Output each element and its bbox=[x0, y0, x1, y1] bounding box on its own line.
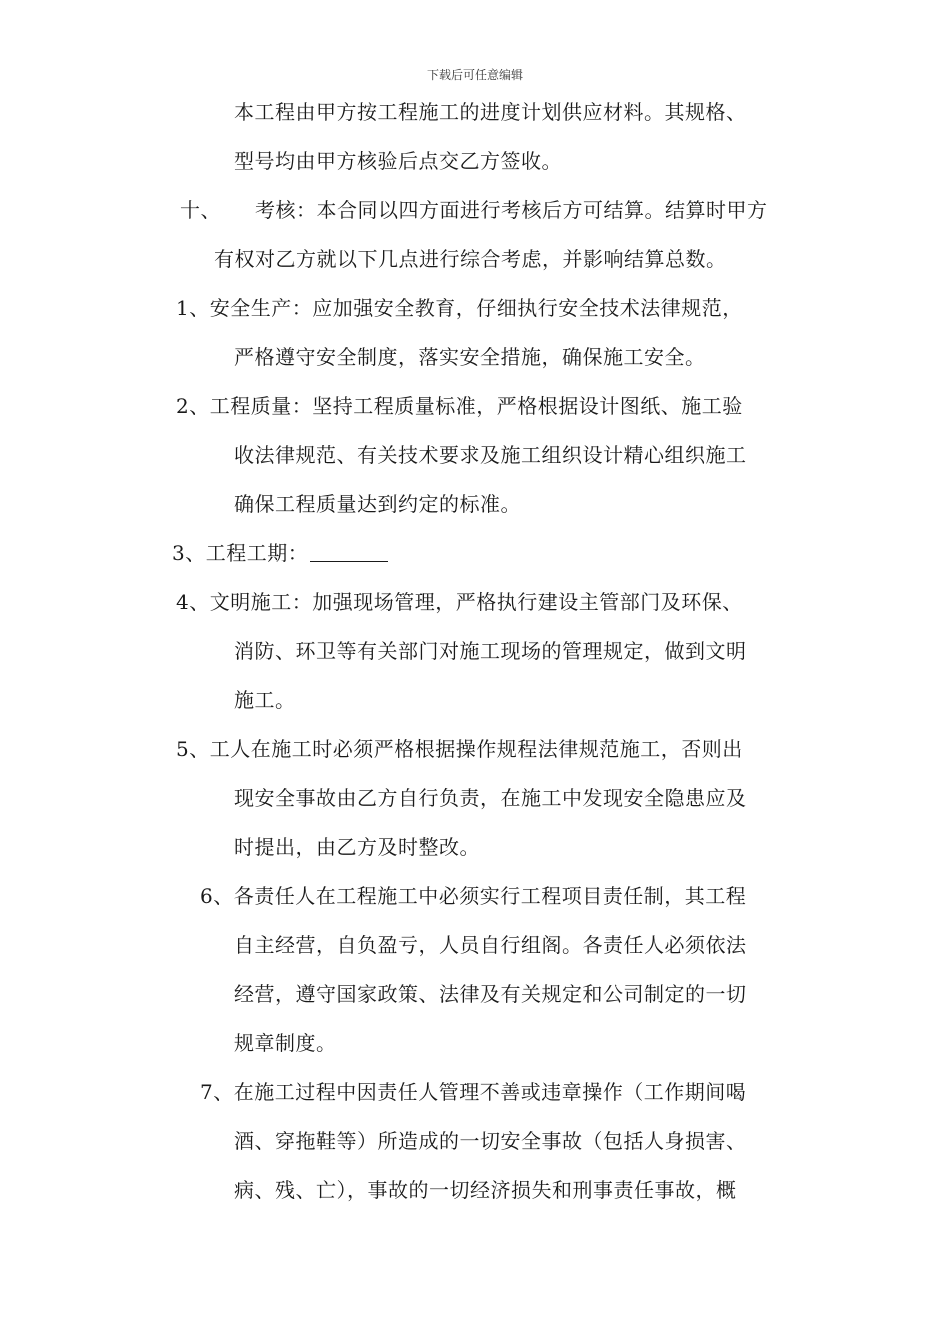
paragraph-line: 经营，遵守国家政策、法律及有关规定和公司制定的一切 bbox=[234, 982, 747, 1006]
paragraph-line: 有权对乙方就以下几点进行综合考虑，并影响结算总数。 bbox=[214, 247, 727, 271]
paragraph-line: 严格遵守安全制度，落实安全措施，确保施工安全。 bbox=[234, 345, 706, 369]
paragraph-line: 现安全事故由乙方自行负责，在施工中发现安全隐患应及 bbox=[234, 786, 747, 810]
paragraph-line: 消防、环卫等有关部门对施工现场的管理规定，做到文明 bbox=[234, 639, 747, 663]
paragraph-line: 型号均由甲方核验后点交乙方签收。 bbox=[234, 149, 562, 173]
list-item-4: 4、文明施工：加强现场管理，严格执行建设主管部门及环保、 bbox=[176, 590, 743, 614]
paragraph-line: 时提出，由乙方及时整改。 bbox=[234, 835, 480, 859]
paragraph-line: 规章制度。 bbox=[234, 1031, 337, 1055]
paragraph-line: 自主经营，自负盈亏，人员自行组阁。各责任人必须依法 bbox=[234, 933, 747, 957]
list-item-5: 5、工人在施工时必须严格根据操作规程法律规范施工，否则出 bbox=[176, 737, 743, 761]
paragraph-line: 确保工程质量达到约定的标准。 bbox=[234, 492, 521, 516]
schedule-blank bbox=[310, 543, 388, 562]
page-header: 下载后可任意编辑 bbox=[426, 68, 523, 82]
paragraph-line: 施工。 bbox=[234, 688, 296, 712]
paragraph-line: 收法律规范、有关技术要求及施工组织设计精心组织施工 bbox=[234, 443, 747, 467]
list-item-1: 1、安全生产：应加强安全教育，仔细执行安全技术法律规范， bbox=[176, 296, 743, 320]
list-item-7: 7、在施工过程中因责任人管理不善或违章操作（工作期间喝 bbox=[200, 1080, 747, 1104]
section-heading: 考核：本合同以四方面进行考核后方可结算。结算时甲方 bbox=[255, 198, 768, 222]
list-item-6: 6、各责任人在工程施工中必须实行工程项目责任制，其工程 bbox=[200, 884, 747, 908]
list-item-2: 2、工程质量：坚持工程质量标准，严格根据设计图纸、施工验 bbox=[176, 394, 743, 418]
schedule-label: 3、工程工期： bbox=[172, 541, 309, 565]
paragraph-line: 酒、穿拖鞋等）所造成的一切安全事故（包括人身损害、 bbox=[234, 1129, 747, 1153]
section-ten-line bbox=[180, 198, 768, 222]
section-number: 十、 bbox=[180, 198, 221, 222]
list-item-3 bbox=[172, 541, 388, 565]
paragraph-line: 本工程由甲方按工程施工的进度计划供应材料。其规格、 bbox=[234, 100, 747, 124]
paragraph-line: 病、残、亡），事故的一切经济损失和刑事责任事故，概 bbox=[234, 1178, 737, 1202]
